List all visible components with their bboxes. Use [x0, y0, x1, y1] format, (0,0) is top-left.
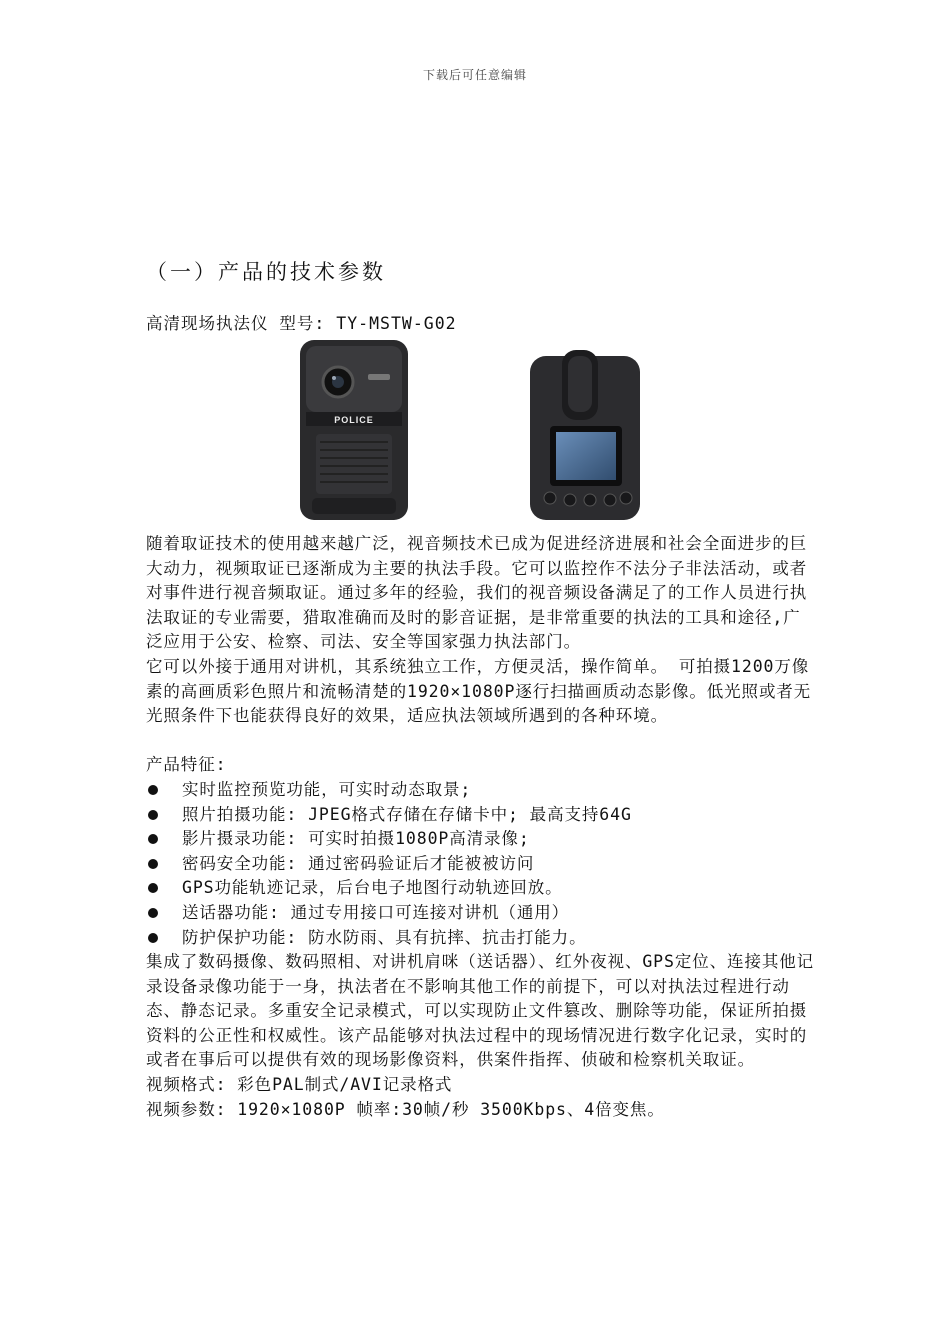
bullet-icon	[148, 883, 158, 893]
list-item: 实时监控预览功能，可实时动态取景;	[146, 778, 816, 803]
list-item: 防护保护功能: 防水防雨、具有抗摔、抗击打能力。	[146, 926, 816, 951]
bullet-icon	[148, 785, 158, 795]
video-params-line: 视频参数: 1920×1080P 帧率:30帧/秒 3500Kbps、4倍变焦。	[146, 1099, 665, 1119]
bullet-icon	[148, 859, 158, 869]
section-title: （一）产品的技术参数	[146, 260, 386, 284]
bullet-icon	[148, 810, 158, 820]
list-item: 密码安全功能: 通过密码验证后才能被被访问	[146, 852, 816, 877]
header-note: 下载后可任意编辑	[422, 68, 527, 82]
features-title: 产品特征:	[146, 755, 227, 775]
feature-list	[146, 778, 816, 950]
list-item: GPS功能轨迹记录，后台电子地图行动轨迹回放。	[146, 876, 816, 901]
bullet-icon	[148, 834, 158, 844]
list-item: 影片摄录功能: 可实时拍摄1080P高清录像;	[146, 827, 816, 852]
device-back-photo	[528, 348, 642, 524]
list-item: 送话器功能: 通过专用接口可连接对讲机（通用）	[146, 901, 816, 926]
intro-paragraph: 随着取证技术的使用越来越广泛，视音频技术已成为促进经济进展和社会全面进步的巨大动力，视频取证已逐渐成为主要的执法手段。它可以监控作不法分子非法活动，或者对事件进行视音频取证。通过多年的经验，我们的视音频设备满足了的工作人员进行执法取证的专业需要，猎取准确而及时的影音证据，是非常重要的执法的工具和途径,广泛应用于公安、检察、司法、安全等国家强力执法部门。	[146, 534, 808, 652]
bullet-icon	[148, 908, 158, 918]
device-front-photo	[298, 338, 410, 522]
capability-paragraph: 它可以外接于通用对讲机，其系统独立工作，方便灵活，操作简单。 可拍摄1200万像素的高画质彩色照片和流畅清楚的1920×1080P逐行扫描画质动态影像。低光照或者无光照条件下也能获得良好的效果，适应执法领域所遇到的各种环境。	[146, 656, 812, 726]
product-model-line: 高清现场执法仪 型号: TY-MSTW-G02	[146, 314, 457, 333]
list-item: 照片拍摄功能: JPEG格式存储在存储卡中; 最高支持64G	[146, 803, 816, 828]
bullet-icon	[148, 933, 158, 943]
document-body	[146, 532, 816, 1122]
video-format-line: 视频格式: 彩色PAL制式/AVI记录格式	[146, 1075, 453, 1095]
police-badge-text: POLICE	[334, 415, 374, 425]
summary-paragraph: 集成了数码摄像、数码照相、对讲机肩咪（送话器）、红外夜视、GPS定位、连接其他记录设备录像功能于一身，执法者在不影响其他工作的前提下，可以对执法过程进行动态、静态记录。多重安全记录模式，可以实现防止文件篡改、删除等功能，保证所拍摄资料的公正性和权威性。该产品能够对执法过程中的现场情况进行数字化记录，实时的或者在事后可以提供有效的现场影像资料，供案件指挥、侦破和检察机关取证。	[146, 952, 815, 1070]
